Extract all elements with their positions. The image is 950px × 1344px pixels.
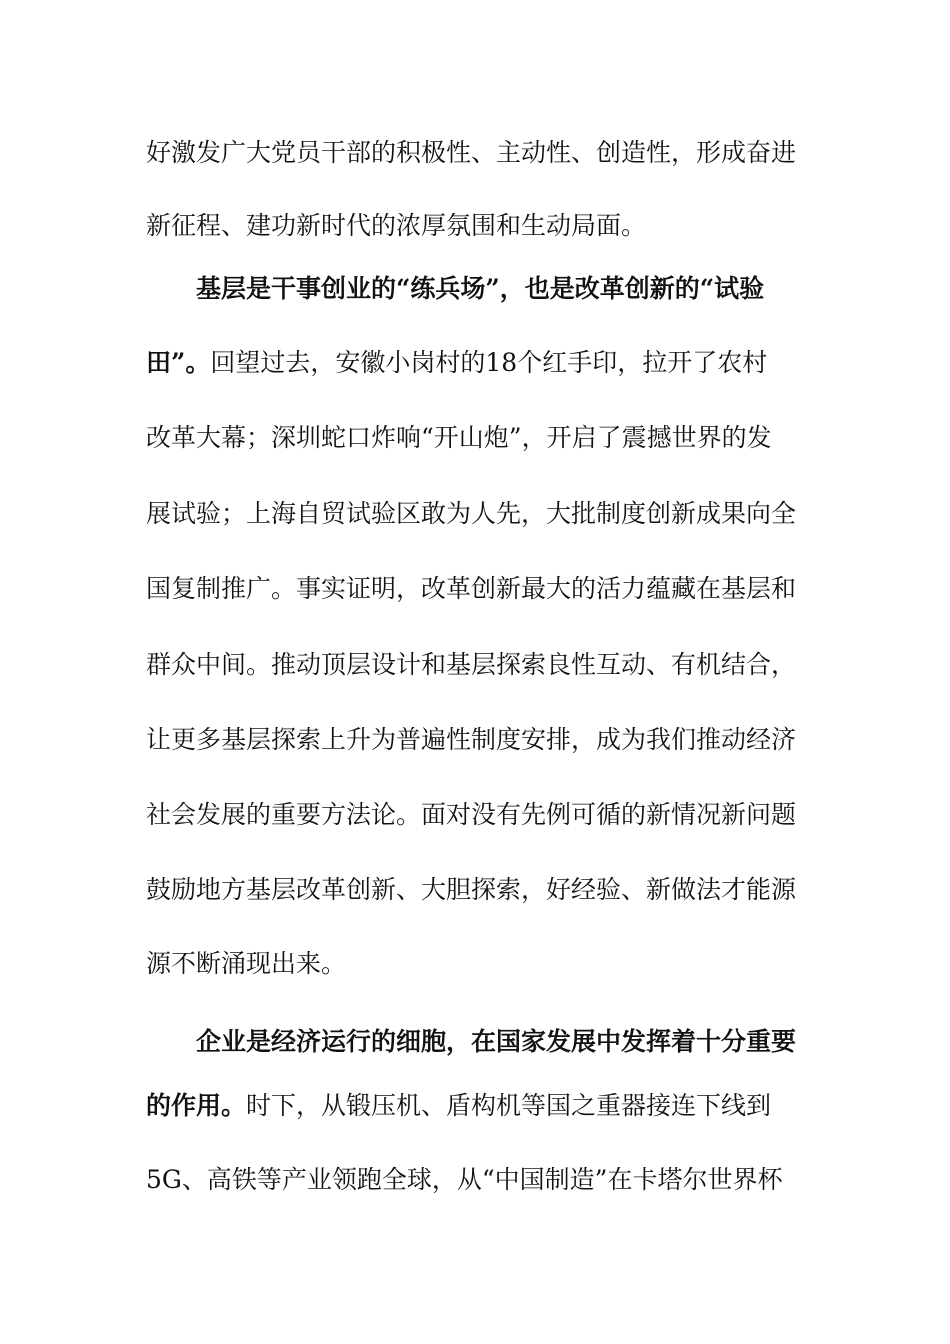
bold-lead: 田”。 <box>146 348 211 377</box>
text-line <box>146 494 811 534</box>
body-text: 国复制推广。事实证明，改革创新最大的活力蕴藏在基层和 <box>146 574 797 603</box>
text-line <box>146 1086 811 1126</box>
bold-lead: 的作用。 <box>146 1091 247 1120</box>
body-text: 新征程、建功新时代的浓厚氛围和生动局面。 <box>146 211 647 240</box>
document-page <box>146 0 811 1344</box>
paragraph-first-line <box>146 269 811 309</box>
text-line <box>146 645 811 685</box>
body-text: 社会发展的重要方法论。面对没有先例可循的新情况新问题 <box>146 800 797 829</box>
text-line <box>146 343 811 383</box>
text-line <box>146 944 811 984</box>
bold-lead: 基层是干事创业的“练兵场”，也是改革创新的“试验 <box>196 274 765 303</box>
paragraph-first-line <box>146 1022 811 1062</box>
text-line <box>146 569 811 609</box>
text-line <box>146 133 811 173</box>
bold-lead: 企业是经济运行的细胞，在国家发展中发挥着十分重要 <box>196 1027 797 1056</box>
body-text: 鼓励地方基层改革创新、大胆探索，好经验、新做法才能源 <box>146 875 797 904</box>
text-line <box>146 1160 811 1200</box>
body-text: 改革大幕；深圳蛇口炸响“开山炮”，开启了震撼世界的发 <box>146 423 772 452</box>
body-text: 展试验；上海自贸试验区敢为人先，大批制度创新成果向全 <box>146 499 797 528</box>
text-line <box>146 206 811 246</box>
body-text: 回望过去，安徽小岗村的18个红手印，拉开了农村 <box>210 348 768 377</box>
body-text: 让更多基层探索上升为普遍性制度安排，成为我们推动经济 <box>146 725 797 754</box>
text-line <box>146 870 811 910</box>
body-text: 群众中间。推动顶层设计和基层探索良性互动、有机结合， <box>146 650 797 679</box>
text-line <box>146 795 811 835</box>
body-text: 好激发广大党员干部的积极性、主动性、创造性，形成奋进 <box>146 138 797 167</box>
text-line <box>146 720 811 760</box>
body-text: 时下，从锻压机、盾构机等国之重器接连下线到 <box>246 1091 772 1120</box>
text-line <box>146 418 811 458</box>
body-text: 源不断涌现出来。 <box>146 949 347 978</box>
body-text: 5G、高铁等产业领跑全球，从“中国制造”在卡塔尔世界杯 <box>146 1165 783 1194</box>
